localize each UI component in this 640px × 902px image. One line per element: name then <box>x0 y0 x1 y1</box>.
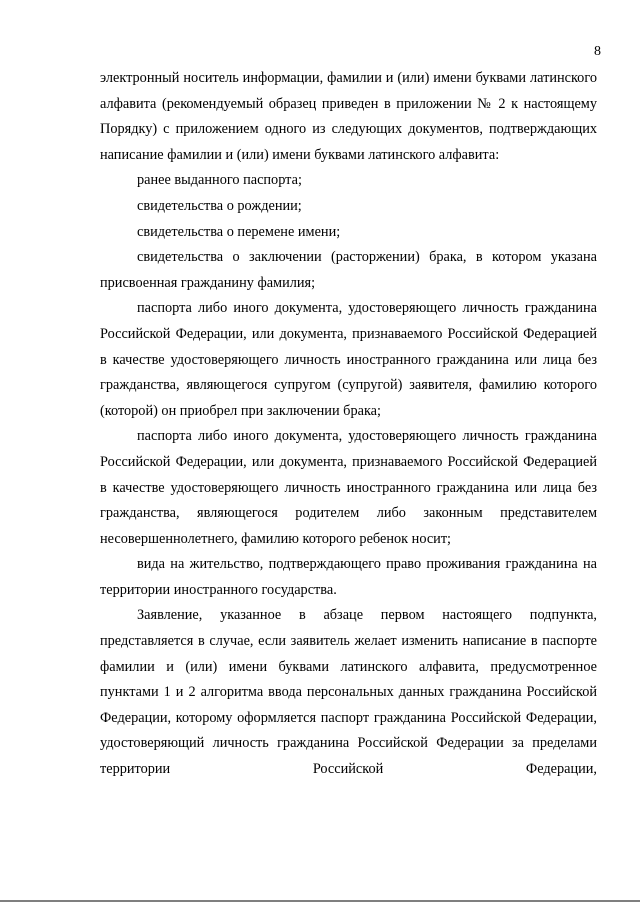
list-item: свидетельства о перемене имени; <box>137 223 341 240</box>
list-item: паспорта либо иного документа, удостоверяющего личность гражданина Российской Федерации, или документа, признаваемого Российской Федерацией в качестве удостоверяющего личность иностранного гражданина или лица без гражданства, являющегося родителем либо законным представителем несовершеннолетнего, фамилию которого ребенок носит; <box>100 428 597 547</box>
list-item: свидетельства о заключении (расторжении) брака, в котором указана присвоенная гражданину фамилия; <box>100 249 597 291</box>
closing-paragraph: Заявление, указанное в абзаце первом настоящего подпункта, представляется в случае, если заявитель желает изменить написание в паспорте фамилии и (или) имени буквами латинского алфавита, предусмотренное пунктами 1 и 2 алгоритма ввода персональных данных гражданина Российской Федерации, которому оформляется паспорт гражданина Российской Федерации, удостоверяющий личность гражданина Российской Федерации за пределами территории Российской Федерации, <box>100 607 597 778</box>
list-item: свидетельства о рождении; <box>137 197 302 214</box>
page-number: 8 <box>594 44 601 59</box>
list-item: паспорта либо иного документа, удостоверяющего личность гражданина Российской Федерации, или документа, признаваемого Российской Федерацией в качестве удостоверяющего личность иностранного гражданина или лица без гражданства, являющегося супругом (супругой) заявителя, фамилию которого (которой) он приобрел при заключении брака; <box>100 300 597 419</box>
document-body <box>100 66 597 783</box>
list-item: ранее выданного паспорта; <box>137 172 302 189</box>
continuation-paragraph: электронный носитель информации, фамилии и (или) имени буквами латинского алфавита (рекомендуемый образец приведен в приложении № 2 к настоящему Порядку) с приложением одного из следующих документов, подтверждающих написание фамилии и (или) имени буквами латинского алфавита: <box>100 70 597 163</box>
list-item: вида на жительство, подтверждающего право проживания гражданина на территории иностранного государства. <box>100 556 597 598</box>
